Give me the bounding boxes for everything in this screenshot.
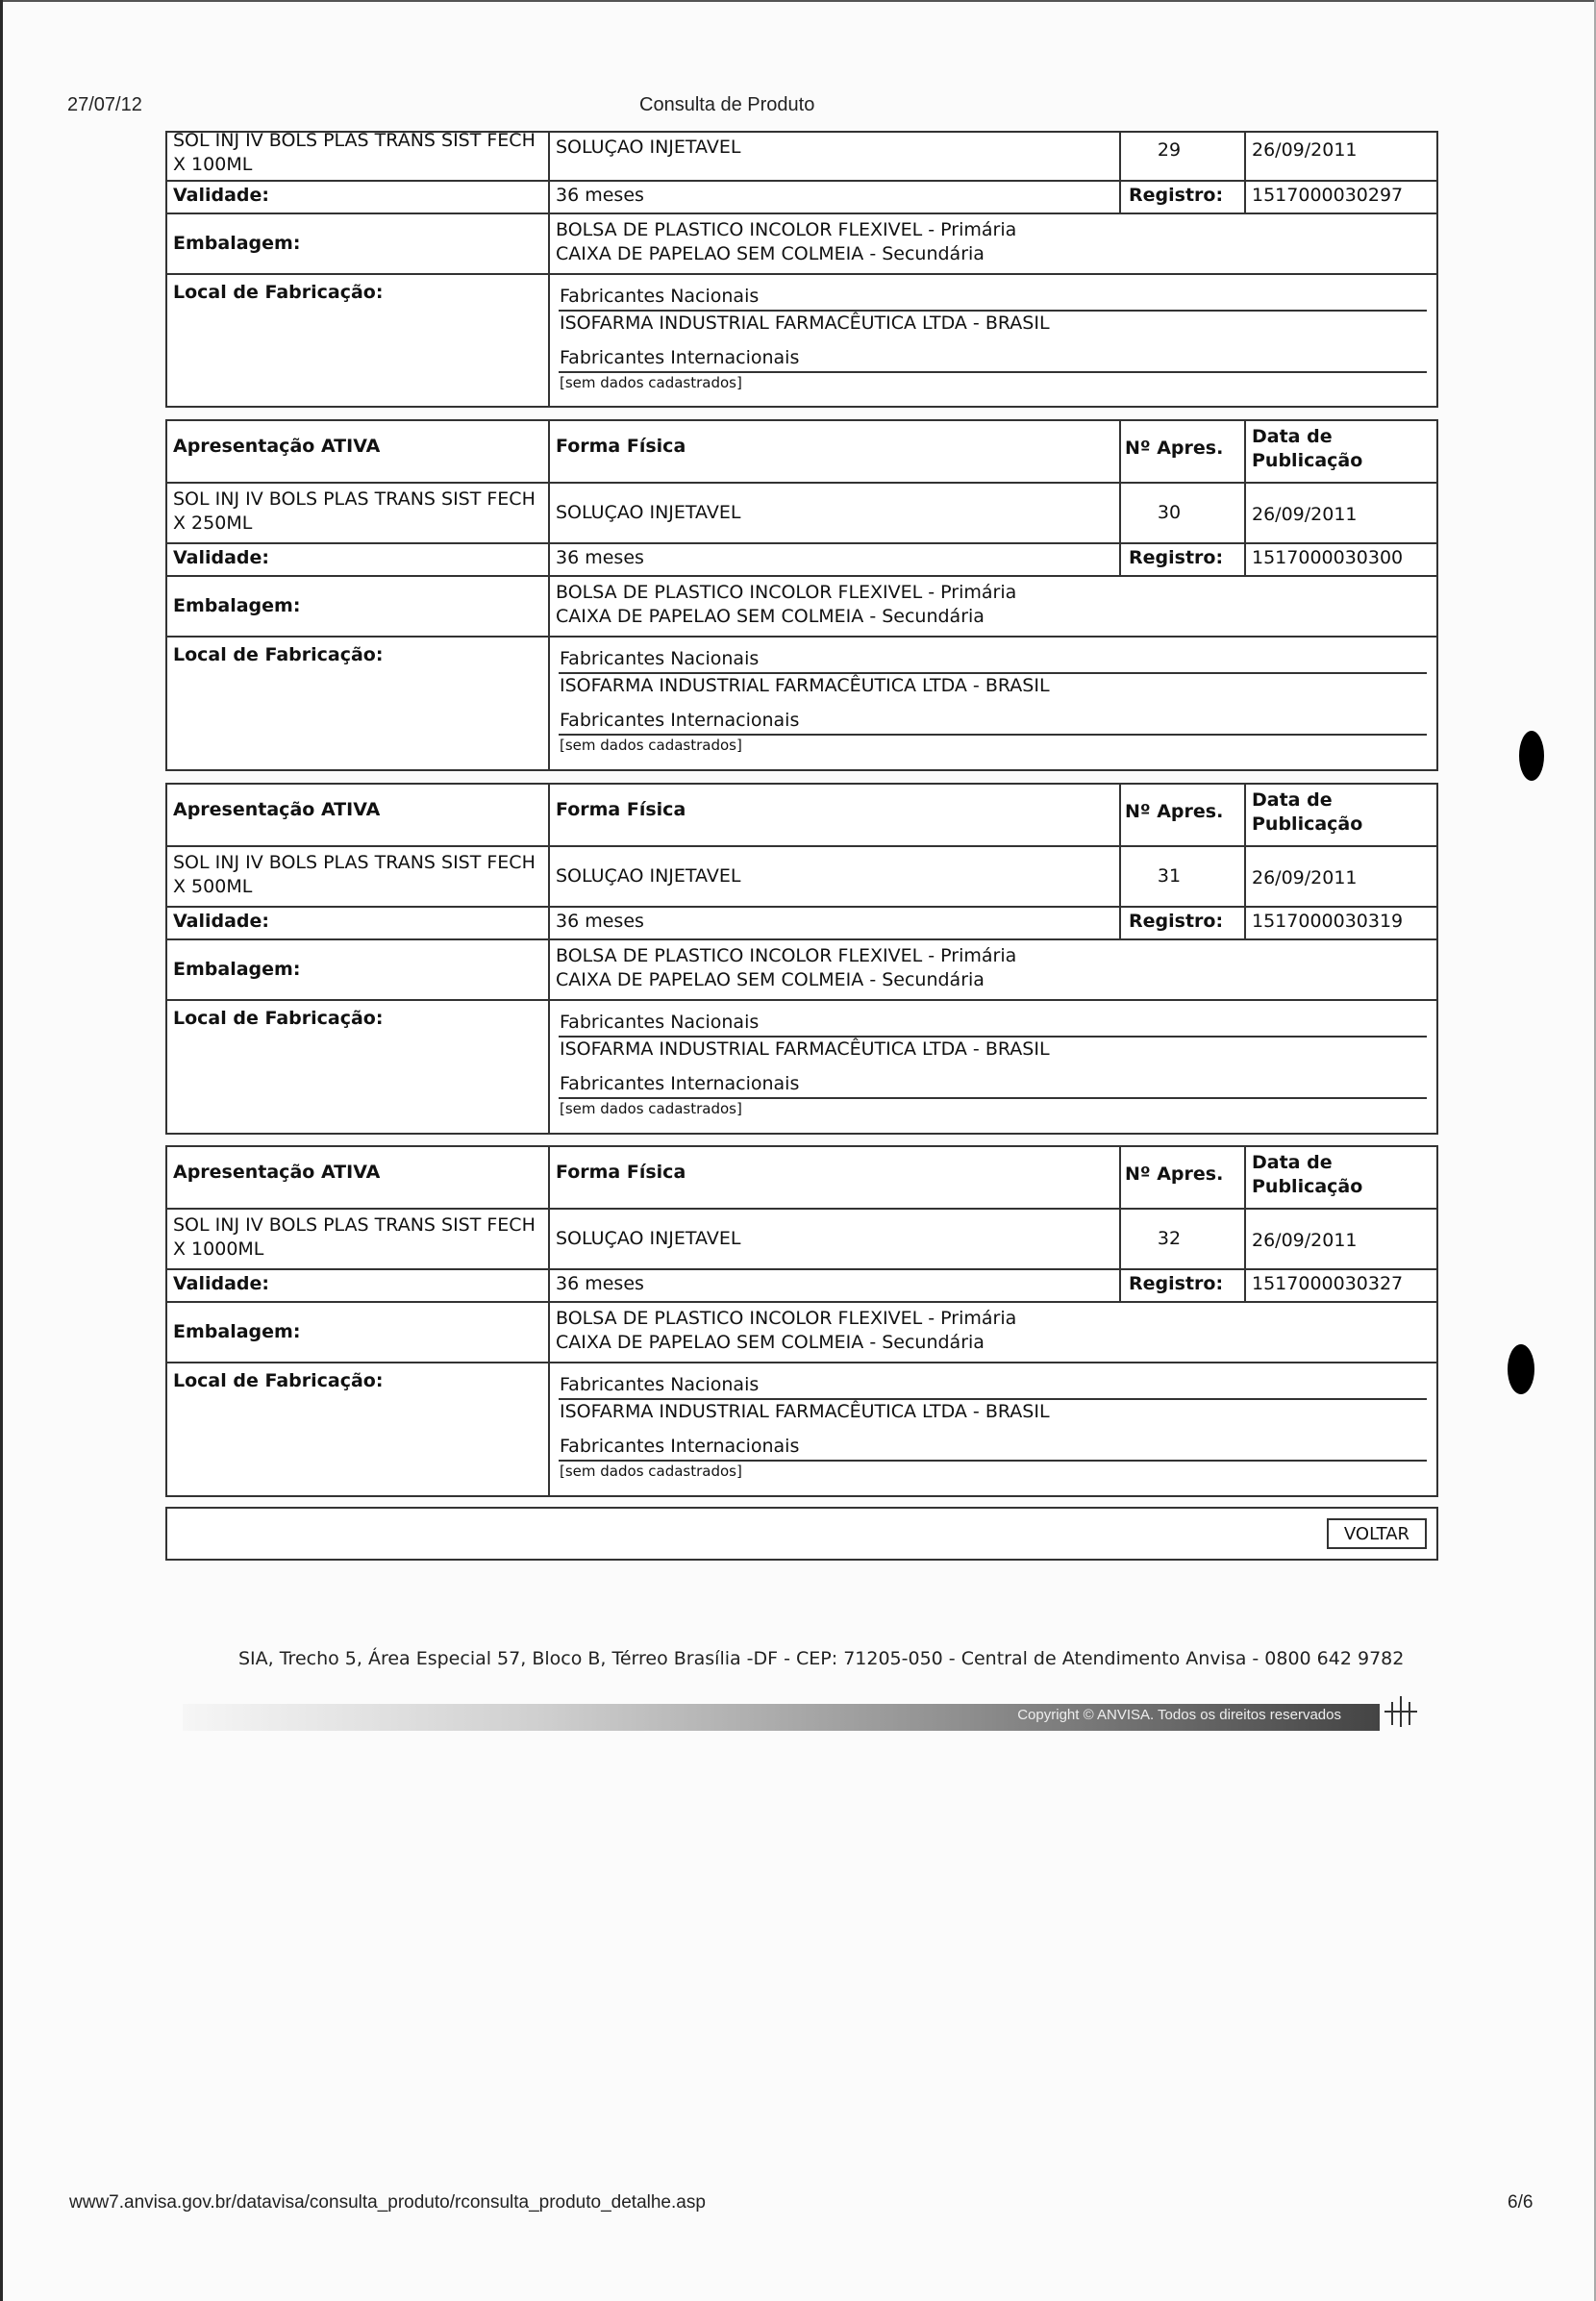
- footer-page-number: 6/6: [1508, 2192, 1534, 2213]
- data-publicacao-value: 26/09/2011: [1252, 1230, 1358, 1251]
- apresentacao-heading: Apresentação ATIVA: [173, 436, 381, 457]
- data-publicacao-heading-line: Publicação: [1252, 450, 1363, 471]
- data-publicacao-heading: [1252, 788, 1362, 837]
- fabricantes-nacionais-heading: Fabricantes Nacionais: [560, 648, 760, 669]
- validade-value: 36 meses: [556, 1273, 644, 1294]
- validade-label: Validade:: [173, 547, 270, 568]
- table-header-row: [167, 1147, 1436, 1208]
- presentation-block-partial: [165, 131, 1438, 408]
- local-fabricacao-row: [167, 999, 1436, 1133]
- fabricante-nacional: ISOFARMA INDUSTRIAL FARMACÊUTICA LTDA - BRASIL: [560, 1401, 1050, 1422]
- table-header-row: [167, 421, 1436, 482]
- registro-value: 1517000030319: [1252, 911, 1404, 932]
- local-fabricacao-label: Local de Fabricação:: [173, 1370, 384, 1391]
- n-apres-value: 31: [1157, 865, 1182, 887]
- data-publicacao-heading-line: Publicação: [1252, 813, 1363, 835]
- validade-label: Validade:: [173, 911, 270, 932]
- n-apres-heading: Nº Apres.: [1125, 1163, 1224, 1185]
- fabricantes-internacionais-heading: Fabricantes Internacionais: [560, 710, 800, 731]
- embalagem-secundaria: CAIXA DE PAPELAO SEM COLMEIA - Secundária: [556, 1332, 985, 1353]
- registro-label: Registro:: [1129, 1273, 1224, 1294]
- embalagem-primaria: BOLSA DE PLASTICO INCOLOR FLEXIVEL - Primária: [556, 945, 1017, 966]
- embalagem-label: Embalagem:: [173, 959, 301, 980]
- local-fabricacao-label: Local de Fabricação:: [173, 1008, 384, 1029]
- presentation-name-line: X 250ML: [173, 513, 253, 534]
- validade-label: Validade:: [173, 1273, 270, 1294]
- presentation-block: [165, 783, 1438, 1135]
- anvisa-logo-icon: [1379, 1692, 1423, 1735]
- copyright-text: Copyright © ANVISA. Todos os direitos reservados: [1017, 1707, 1341, 1723]
- embalagem-value: [556, 944, 1016, 992]
- embalagem-label: Embalagem:: [173, 1321, 301, 1342]
- sem-dados: [sem dados cadastrados]: [560, 737, 742, 754]
- fabricantes-nacionais-heading: Fabricantes Nacionais: [560, 286, 760, 307]
- data-publicacao-value: 26/09/2011: [1252, 139, 1358, 161]
- n-apres-value: 32: [1157, 1228, 1182, 1249]
- apresentacao-heading: Apresentação ATIVA: [173, 1162, 381, 1183]
- data-publicacao-heading-line: Data de: [1252, 426, 1333, 447]
- copyright-bar: [183, 1704, 1380, 1731]
- sem-dados: [sem dados cadastrados]: [560, 1100, 742, 1117]
- forma-fisica-value: SOLUÇAO INJETAVEL: [556, 502, 741, 523]
- local-fabricacao-row: [167, 1362, 1436, 1495]
- presentation-name-line: SOL INJ IV BOLS PLAS TRANS SIST FECH: [173, 1214, 536, 1236]
- n-apres-value: 30: [1157, 502, 1182, 523]
- embalagem-label: Embalagem:: [173, 595, 301, 616]
- print-date: 27/07/12: [67, 94, 142, 115]
- presentation-name-line: X 1000ML: [173, 1238, 264, 1260]
- forma-fisica-heading: Forma Física: [556, 436, 686, 457]
- registro-label: Registro:: [1129, 547, 1224, 568]
- apresentacao-heading: Apresentação ATIVA: [173, 799, 381, 820]
- presentation-name: [173, 129, 536, 177]
- data-publicacao-value: 26/09/2011: [1252, 867, 1358, 888]
- validade-value: 36 meses: [556, 911, 644, 932]
- forma-fisica-value: SOLUÇAO INJETAVEL: [556, 865, 741, 887]
- embalagem-primaria: BOLSA DE PLASTICO INCOLOR FLEXIVEL - Primária: [556, 1308, 1017, 1329]
- validade-row: [167, 906, 1436, 940]
- presentation-row: [167, 1208, 1436, 1270]
- validade-value: 36 meses: [556, 547, 644, 568]
- presentation-name: [173, 1213, 536, 1262]
- data-publicacao-heading-line: Publicação: [1252, 1176, 1363, 1197]
- forma-fisica-value: SOLUÇAO INJETAVEL: [556, 137, 741, 158]
- embalagem-label: Embalagem:: [173, 233, 301, 254]
- local-fabricacao-label: Local de Fabricação:: [173, 282, 384, 303]
- presentation-name-line: SOL INJ IV BOLS PLAS TRANS SIST FECH: [173, 130, 536, 151]
- fabricantes-internacionais-heading: Fabricantes Internacionais: [560, 1436, 800, 1457]
- presentation-block: [165, 419, 1438, 771]
- embalagem-row: [167, 213, 1436, 275]
- validade-label: Validade:: [173, 185, 270, 206]
- scan-hole-mark: [1508, 1344, 1534, 1394]
- data-publicacao-value: 26/09/2011: [1252, 504, 1358, 525]
- embalagem-value: [556, 581, 1016, 629]
- embalagem-value: [556, 1307, 1016, 1355]
- presentation-row: [167, 130, 1436, 180]
- data-publicacao-heading-line: Data de: [1252, 1152, 1333, 1173]
- embalagem-secundaria: CAIXA DE PAPELAO SEM COLMEIA - Secundária: [556, 606, 985, 627]
- data-publicacao-heading-line: Data de: [1252, 789, 1333, 811]
- local-fabricacao-label: Local de Fabricação:: [173, 644, 384, 665]
- presentation-name-line: X 500ML: [173, 876, 253, 897]
- table-header-row: [167, 785, 1436, 845]
- voltar-button[interactable]: VOLTAR: [1327, 1518, 1427, 1549]
- embalagem-row: [167, 1301, 1436, 1363]
- validade-row: [167, 180, 1436, 214]
- forma-fisica-heading: Forma Física: [556, 799, 686, 820]
- validade-row: [167, 1268, 1436, 1303]
- fabricante-nacional: ISOFARMA INDUSTRIAL FARMACÊUTICA LTDA - BRASIL: [560, 1038, 1050, 1060]
- actions-bar: [165, 1507, 1438, 1561]
- registro-value: 1517000030327: [1252, 1273, 1404, 1294]
- embalagem-secundaria: CAIXA DE PAPELAO SEM COLMEIA - Secundária: [556, 969, 985, 990]
- embalagem-row: [167, 575, 1436, 638]
- registro-value: 1517000030300: [1252, 547, 1404, 568]
- scan-hole-mark: [1519, 731, 1544, 781]
- local-fabricacao-row: [167, 636, 1436, 769]
- local-fabricacao-row: [167, 273, 1436, 406]
- sem-dados: [sem dados cadastrados]: [560, 374, 742, 391]
- presentation-name-line: SOL INJ IV BOLS PLAS TRANS SIST FECH: [173, 488, 536, 510]
- n-apres-heading: Nº Apres.: [1125, 801, 1224, 822]
- registro-value: 1517000030297: [1252, 185, 1404, 206]
- presentation-name: [173, 488, 536, 536]
- presentation-row: [167, 845, 1436, 908]
- presentation-name-line: X 100ML: [173, 154, 253, 175]
- fabricantes-nacionais-heading: Fabricantes Nacionais: [560, 1374, 760, 1395]
- embalagem-primaria: BOLSA DE PLASTICO INCOLOR FLEXIVEL - Primária: [556, 219, 1017, 240]
- presentation-block: [165, 1145, 1438, 1497]
- page-edge: [0, 0, 1596, 2]
- forma-fisica-value: SOLUÇAO INJETAVEL: [556, 1228, 741, 1249]
- registro-label: Registro:: [1129, 911, 1224, 932]
- embalagem-row: [167, 938, 1436, 1001]
- data-publicacao-heading: [1252, 1151, 1362, 1199]
- anvisa-address: SIA, Trecho 5, Área Especial 57, Bloco B, Térreo Brasília -DF - CEP: 71205-050 - Central de Atendimento Anvisa - 0800 642 9782: [238, 1648, 1405, 1669]
- forma-fisica-heading: Forma Física: [556, 1162, 686, 1183]
- sem-dados: [sem dados cadastrados]: [560, 1463, 742, 1480]
- n-apres-value: 29: [1157, 139, 1182, 161]
- presentation-row: [167, 482, 1436, 544]
- registro-label: Registro:: [1129, 185, 1224, 206]
- validade-value: 36 meses: [556, 185, 644, 206]
- fabricantes-internacionais-heading: Fabricantes Internacionais: [560, 1073, 800, 1094]
- fabricantes-internacionais-heading: Fabricantes Internacionais: [560, 347, 800, 368]
- page-title: Consulta de Produto: [639, 94, 815, 115]
- page-edge: [0, 0, 3, 2301]
- n-apres-heading: Nº Apres.: [1125, 438, 1224, 459]
- data-publicacao-heading: [1252, 425, 1362, 473]
- presentation-name-line: SOL INJ IV BOLS PLAS TRANS SIST FECH: [173, 852, 536, 873]
- fabricante-nacional: ISOFARMA INDUSTRIAL FARMACÊUTICA LTDA - BRASIL: [560, 313, 1050, 334]
- embalagem-secundaria: CAIXA DE PAPELAO SEM COLMEIA - Secundária: [556, 243, 985, 264]
- embalagem-value: [556, 218, 1016, 266]
- embalagem-primaria: BOLSA DE PLASTICO INCOLOR FLEXIVEL - Primária: [556, 582, 1017, 603]
- footer-url: www7.anvisa.gov.br/datavisa/consulta_produto/rconsulta_produto_detalhe.asp: [69, 2192, 706, 2213]
- fabricante-nacional: ISOFARMA INDUSTRIAL FARMACÊUTICA LTDA - BRASIL: [560, 675, 1050, 696]
- presentation-name: [173, 851, 536, 899]
- validade-row: [167, 542, 1436, 577]
- fabricantes-nacionais-heading: Fabricantes Nacionais: [560, 1012, 760, 1033]
